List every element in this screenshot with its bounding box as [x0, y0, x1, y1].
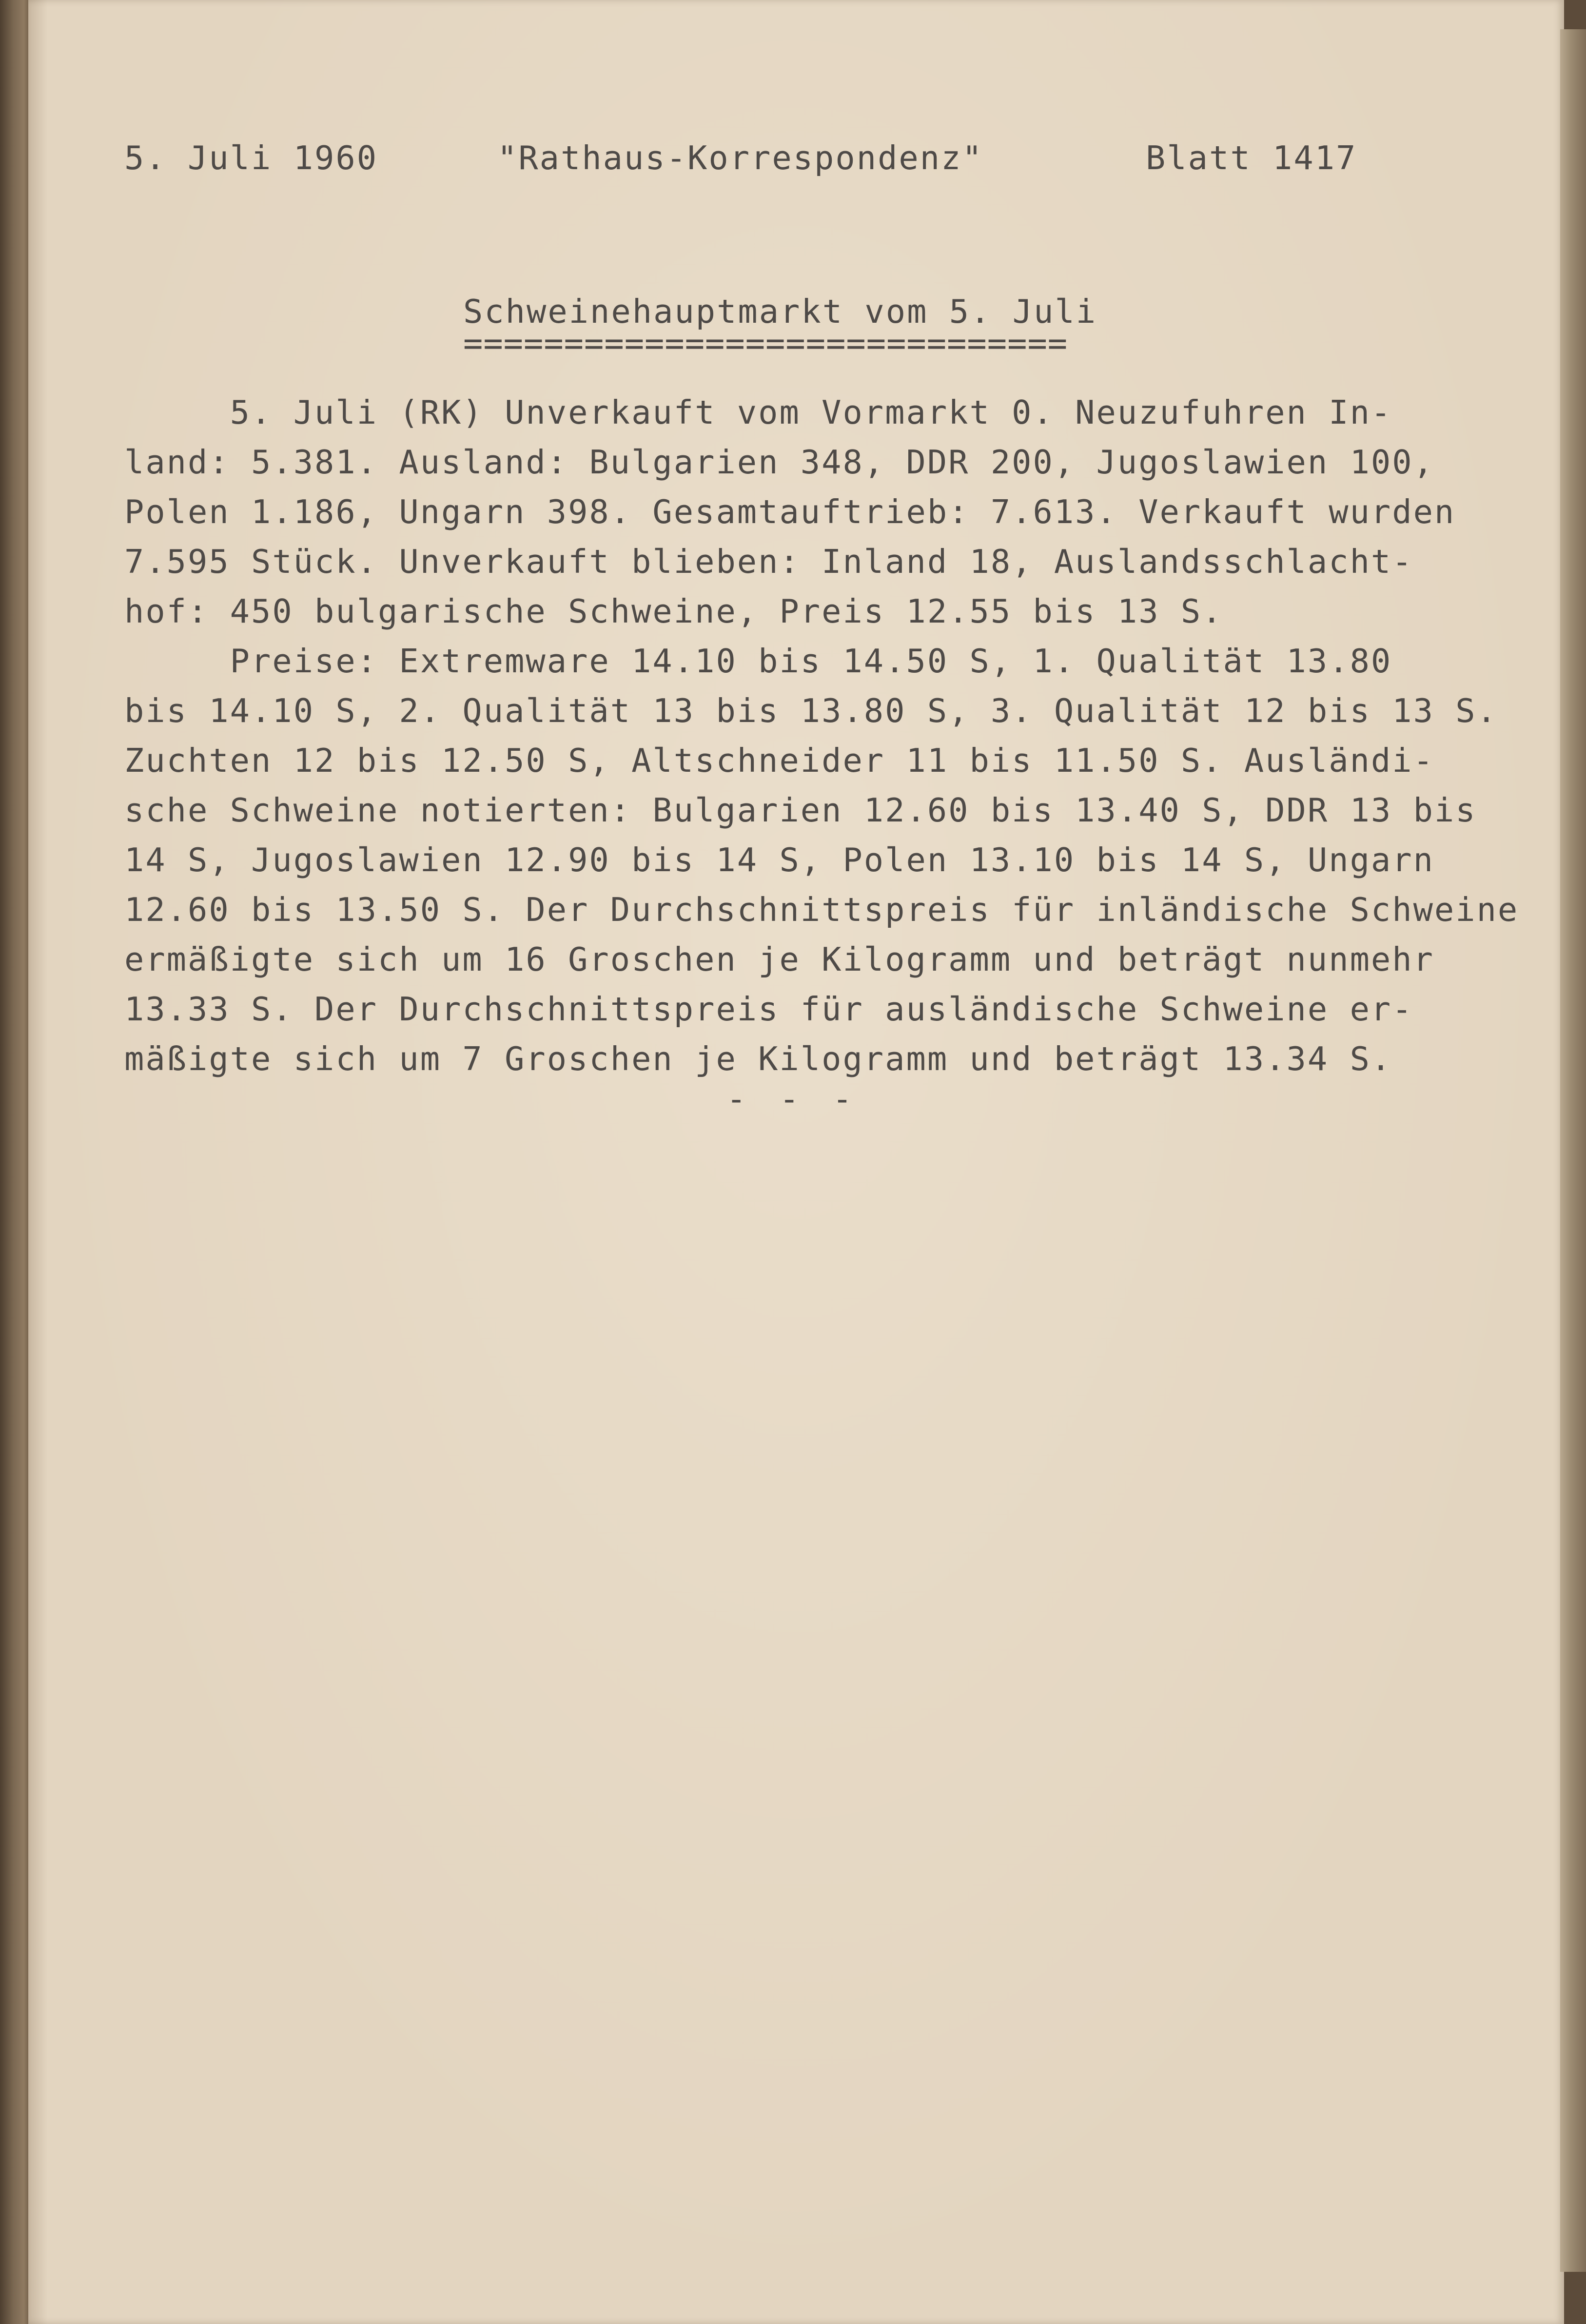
- header-page-number: Blatt 1417: [1146, 139, 1357, 177]
- page-stack-edge: [1560, 29, 1586, 2272]
- body-line: sche Schweine notierten: Bulgarien 12.60 bis 13.40 S, DDR 13 bis: [124, 791, 1477, 829]
- end-mark: - - -: [726, 1080, 859, 1118]
- body-line: hof: 450 bulgarische Schweine, Preis 12.55 bis 13 S.: [124, 592, 1223, 630]
- body-line: bis 14.10 S, 2. Qualität 13 bis 13.80 S, 3. Qualität 12 bis 13 S.: [124, 692, 1498, 730]
- body-line: 14 S, Jugoslawien 12.90 bis 14 S, Polen 13.10 bis 14 S, Ungarn: [124, 841, 1434, 879]
- header-date: 5. Juli 1960: [124, 139, 378, 177]
- body-line: mäßigte sich um 7 Groschen je Kilogramm und beträgt 13.34 S.: [124, 1040, 1392, 1078]
- body-line: Zuchten 12 bis 12.50 S, Altschneider 11 bis 11.50 S. Ausländi-: [124, 742, 1434, 780]
- header-publication: "Rathaus-Korrespondenz": [497, 139, 983, 177]
- article-title: Schweinehauptmarkt vom 5. Juli: [463, 293, 1097, 331]
- article-body: [124, 388, 1519, 1084]
- title-underline: ==============================: [463, 324, 1068, 362]
- body-line: 12.60 bis 13.50 S. Der Durchschnittspreis für inländische Schweine: [124, 891, 1519, 929]
- body-line: Polen 1.186, Ungarn 398. Gesamtauftrieb: 7.613. Verkauft wurden: [124, 493, 1456, 531]
- body-line: land: 5.381. Ausland: Bulgarien 348, DDR 200, Jugoslawien 100,: [124, 443, 1434, 481]
- body-line: ermäßigte sich um 16 Groschen je Kilogramm und beträgt nunmehr: [124, 940, 1434, 978]
- body-line: 13.33 S. Der Durchschnittspreis für ausländische Schweine er-: [124, 990, 1413, 1028]
- body-line: 7.595 Stück. Unverkauft blieben: Inland 18, Auslandsschlacht-: [124, 543, 1413, 581]
- body-line: 5. Juli (RK) Unverkauft vom Vormarkt 0. Neuzufuhren In-: [124, 393, 1392, 431]
- body-line: Preise: Extremware 14.10 bis 14.50 S, 1. Qualität 13.80: [124, 642, 1392, 680]
